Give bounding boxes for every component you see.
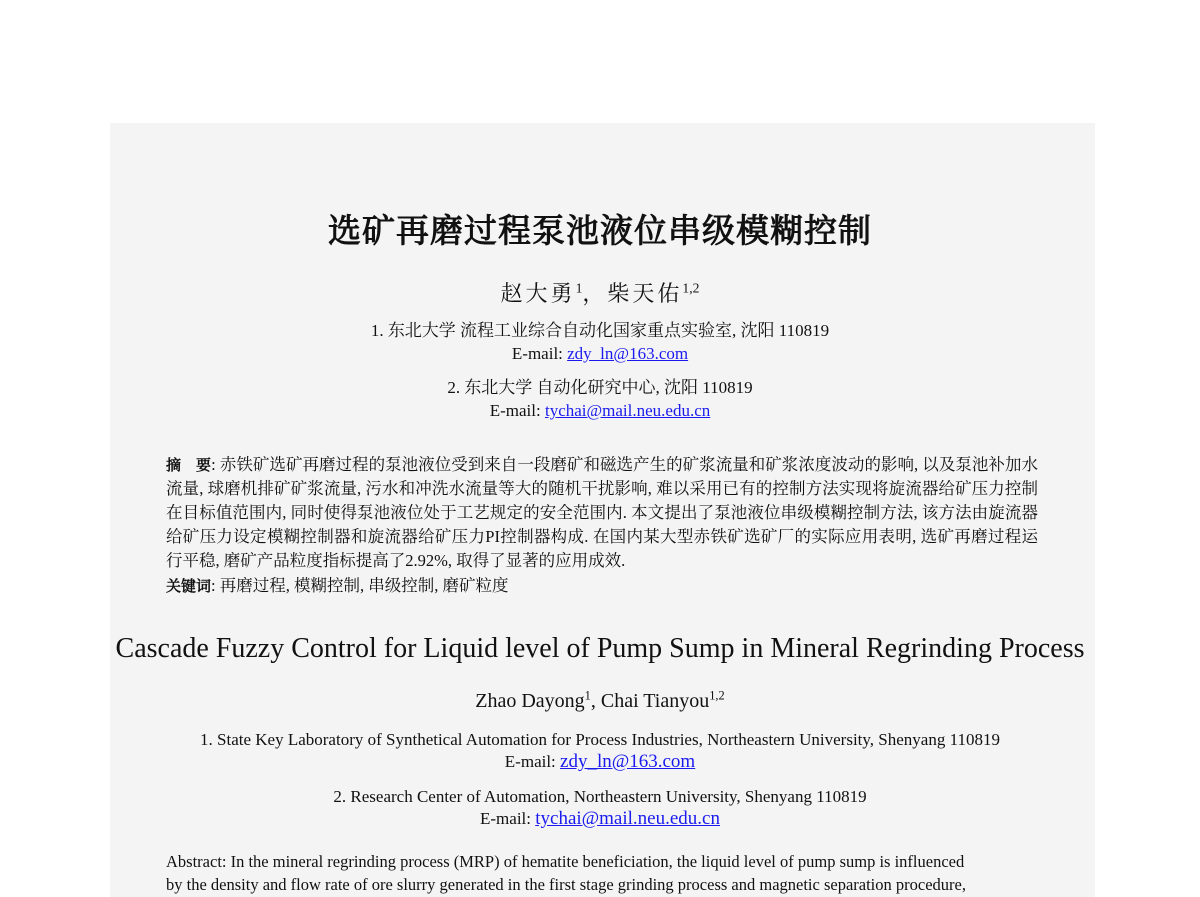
author-name: 柴天佑: [607, 281, 683, 306]
author-name: Zhao Dayong: [475, 690, 585, 712]
chinese-email-1-line: [0, 343, 1200, 365]
english-affiliation-1: 1. State Key Laboratory of Synthetical Automation for Process Industries, Northeastern University, Shenyang 110819: [200, 730, 1000, 749]
author-affiliation-mark: 1: [575, 280, 583, 296]
abstract-label: 摘 要: [166, 456, 212, 474]
keywords-paragraph: [166, 574, 1038, 598]
author-name: 赵大勇: [500, 281, 576, 306]
email-label: E-mail:: [511, 344, 568, 363]
keywords-text: : 再磨过程, 模糊控制, 串级控制, 磨矿粒度: [211, 576, 509, 595]
email-link[interactable]: tychai@mail.neu.edu.cn: [544, 401, 711, 420]
english-title: Cascade Fuzzy Control for Liquid level of Pump Sump in Mineral Regrinding Process: [115, 633, 1085, 664]
author-separator: ，: [582, 281, 608, 306]
author-affiliation-mark: 1,2: [709, 688, 725, 703]
english-authors: [0, 690, 1200, 713]
chinese-title: 选矿再磨过程泵池液位串级模糊控制: [328, 211, 872, 250]
english-abstract: [166, 850, 1038, 896]
english-email-1-line: [0, 751, 1200, 773]
author-separator: ,: [590, 690, 601, 712]
email-label: E-mail:: [504, 752, 561, 771]
email-link[interactable]: zdy_ln@163.com: [560, 751, 696, 772]
abstract-line: by the density and flow rate of ore slurry generated in the first stage grinding process and magnetic separation procedure,: [166, 875, 966, 894]
abstract-paragraph: [166, 453, 1038, 573]
english-affiliation-2: 2. Research Center of Automation, Northeastern University, Shenyang 110819: [333, 787, 867, 806]
chinese-email-2-line: [0, 400, 1200, 422]
keywords-label: 关键词: [166, 577, 212, 595]
chinese-abstract: [166, 453, 1038, 598]
author-name: Chai Tianyou: [600, 690, 710, 712]
email-label: E-mail:: [489, 401, 545, 420]
email-label: E-mail:: [480, 809, 536, 828]
email-link[interactable]: zdy_ln@163.com: [567, 344, 689, 363]
english-email-2-line: [0, 808, 1200, 830]
email-link[interactable]: tychai@mail.neu.edu.cn: [535, 808, 720, 829]
abstract-text: : 赤铁矿选矿再磨过程的泵池液位受到来自一段磨矿和磁选产生的矿浆流量和矿浆浓度波动的影响, 以及泵池补加水流量, 球磨机排矿矿浆流量, 污水和冲洗水流量等大的随机干扰影响, 难以采用已有的控制方法实现将旋流器给矿压力控制在目标值范围内, 同时使得泵池液位处于工艺规定的安全范围内. 本文提出了泵池液位串级模糊控制方法, 该方法由旋流器给矿压力设定模糊控制器和旋流器给矿压力PI控制器构成. 在国内某大型赤铁矿选矿厂的实际应用表明, 选矿再磨过程运行平稳, 磨矿产品粒度指标提高了2.92%, 取得了显著的应用成效.: [166, 455, 1038, 570]
chinese-authors: [0, 277, 1200, 308]
chinese-affiliation-1: 1. 东北大学 流程工业综合自动化国家重点实验室, 沈阳 110819: [370, 321, 830, 340]
chinese-affiliation-2: 2. 东北大学 自动化研究中心, 沈阳 110819: [447, 378, 753, 397]
author-affiliation-mark: 1,2: [682, 280, 700, 296]
author-affiliation-mark: 1: [584, 688, 591, 703]
abstract-line: Abstract: In the mineral regrinding process (MRP) of hematite beneficiation, the liquid level of pump sump is influenced: [166, 852, 965, 871]
